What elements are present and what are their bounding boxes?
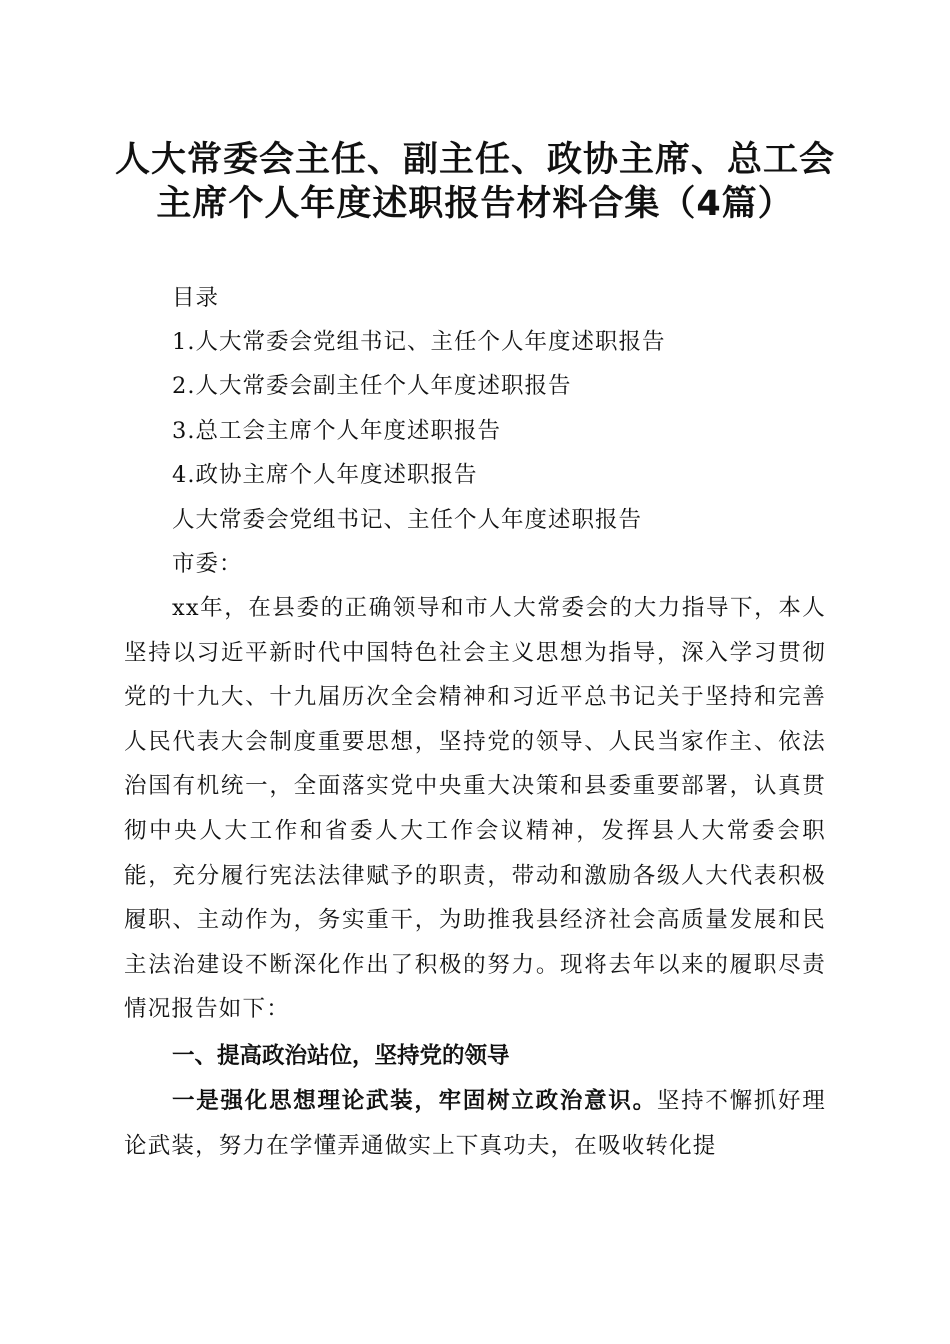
toc-heading: 目录 xyxy=(172,285,220,311)
toc-item-2: 2.人大常委会副主任个人年度述职报告 xyxy=(172,373,572,399)
section-1-text: 坚持不懈抓好理论武装，努力在学懂弄通做实上下真功夫，在吸收转化提 xyxy=(124,1088,826,1159)
section-1-heading: 一、提高政治站位，坚持党的领导 xyxy=(172,1043,510,1069)
toc-item-1: 1.人大常委会党组书记、主任个人年度述职报告 xyxy=(172,329,666,355)
document-title-line-1: 人大常委会主任、副主任、政协主席、总工会 xyxy=(114,140,835,180)
intro-paragraph: xx年，在县委的正确领导和市人大常委会的大力指导下，本人坚持以习近平新时代中国特色社会主义思想为指导，深入学习贯彻党的十九大、十九届历次全会精神和习近平总书记关于坚持和完善人民代表大会制度重要思想，坚持党的领导、人民当家作主、依法治国有机统一，全面落实党中央重大决策和县委重要部署，认真贯彻中央人大工作和省委人大工作会议精神，发挥县人大常委会职能，充分履行宪法法律赋予的职责，带动和激励各级人大代表积极履职、主动作为，务实重干，为助推我县经济社会高质量发展和民主法治建设不断深化作出了积极的努力。现将去年以来的履职尽责情况报告如下： xyxy=(124,595,826,1023)
salutation: 市委： xyxy=(172,551,243,577)
document-title-line-2: 主席个人年度述职报告材料合集（4篇） xyxy=(156,184,794,224)
section-1-lead: 一是强化思想理论武装，牢固树立政治意识。 xyxy=(172,1088,657,1114)
report-title: 人大常委会党组书记、主任个人年度述职报告 xyxy=(172,507,643,533)
toc-item-3: 3.总工会主席个人年度述职报告 xyxy=(172,418,501,444)
toc-item-4: 4.政协主席个人年度述职报告 xyxy=(172,462,478,488)
section-1-paragraph xyxy=(124,1079,826,1168)
